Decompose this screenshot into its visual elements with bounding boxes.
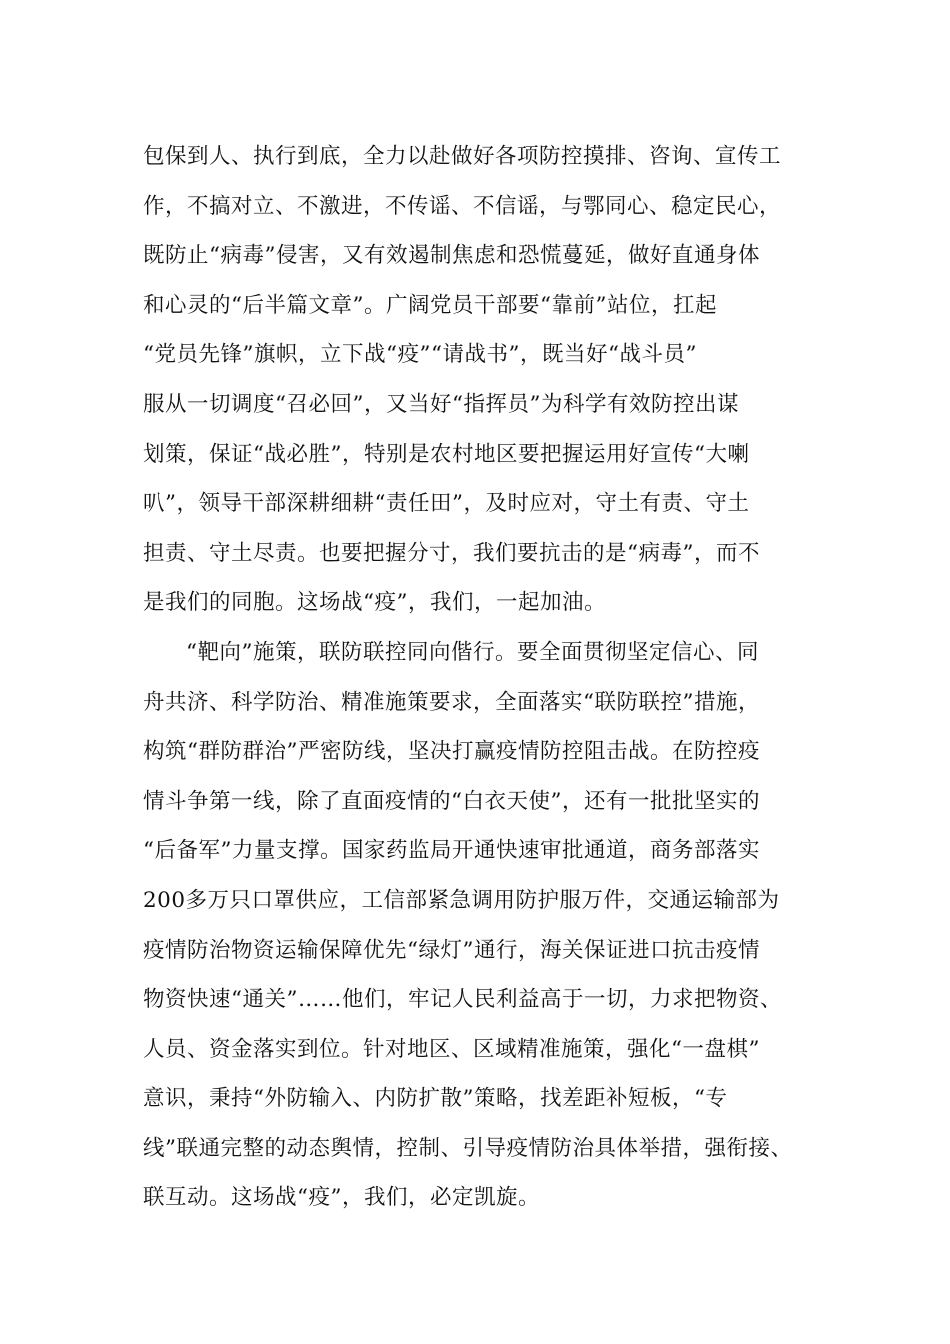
text-line: 物资快速“通关”……他们，牢记人民利益高于一切，力求把物资、: [143, 987, 782, 1013]
text-line: 联互动。这场战“疫”，我们，必定凯旋。: [143, 1185, 540, 1211]
text-line: 人员、资金落实到位。针对地区、区域精准施策，强化“一盘棋”: [143, 1036, 760, 1062]
text-line: 担责、守土尽责。也要把握分寸，我们要抗击的是“病毒”，而不: [143, 540, 760, 566]
text-line: 和心灵的“后半篇文章”。广阔党员干部要“靠前”站位，扛起: [143, 292, 717, 318]
text-line: 意识，秉持“外防输入、内防扩散”策略，找差距补短板，“专: [143, 1086, 728, 1112]
paragraph-2: [143, 628, 833, 1223]
text-line: 叭”，领导干部深耕细耕“责任田”，及时应对，守土有责、守土: [143, 491, 750, 517]
text-line: 既防止“病毒”侵害，又有效遏制焦虑和恐慌蔓延，做好直通身体: [143, 243, 760, 269]
text-line: 舟共济、科学防治、精准施策要求，全面落实“联防联控”措施，: [143, 689, 760, 715]
text-line: 服从一切调度“召必回”，又当好“指挥员”为科学有效防控出谋: [143, 391, 739, 417]
text-line: “后备军”力量支撑。国家药监局开通快速审批通道，商务部落实: [143, 838, 760, 864]
text-line: 线”联通完整的动态舆情，控制、引导疫情防治具体举措，强衔接、: [143, 1135, 793, 1161]
text-line-indented: “靶向”施策，联防联控同向偕行。要全面贯彻坚定信心、同: [186, 639, 759, 665]
text-line: 200多万只口罩供应，工信部紧急调用防护服万件，交通运输部为: [143, 887, 780, 913]
text-line: 情斗争第一线，除了直面疫情的“白衣天使”，还有一批批坚实的: [143, 788, 760, 814]
text-line: 是我们的同胞。这场战“疫”，我们，一起加油。: [143, 590, 606, 616]
text-line: 划策，保证“战必胜”，特别是农村地区要把握运用好宣传“大喇: [143, 441, 750, 467]
document-body: [143, 132, 833, 1223]
text-line: 包保到人、执行到底，全力以赴做好各项防控摸排、咨询、宣传工: [143, 144, 782, 169]
text-line: 疫情防治物资运输保障优先“绿灯”通行，海关保证进口抗击疫情: [143, 937, 760, 963]
paragraph-1: [143, 132, 833, 628]
text-line: 作，不搞对立、不激进，不传谣、不信谣，与鄂同心、稳定民心，: [143, 193, 782, 219]
text-line: 构筑“群防群治”严密防线，坚决打赢疫情防控阻击战。在防控疫: [143, 739, 760, 765]
text-line: “党员先锋”旗帜，立下战“疫”“请战书”，既当好“战斗员”: [143, 342, 697, 368]
